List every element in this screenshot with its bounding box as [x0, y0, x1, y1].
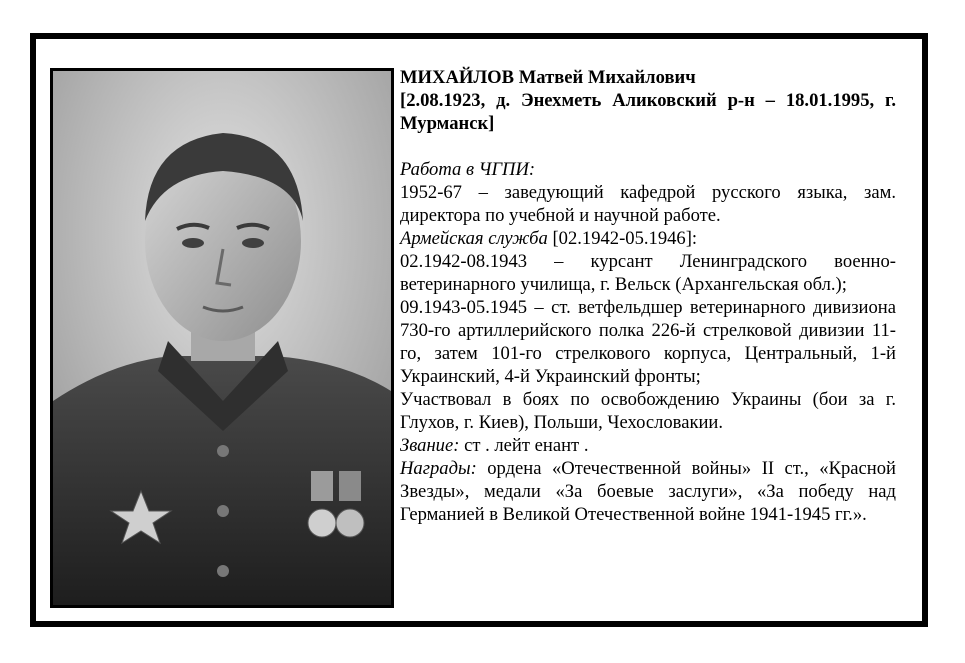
portrait-photo	[50, 68, 394, 608]
army-entry: Участвовал в боях по освобождению Украины (бои за г. Глухов, г. Киев), Польши, Чехословакии.	[400, 389, 896, 433]
army-period: [02.1942-05.1946]:	[547, 228, 698, 249]
awards-line	[400, 457, 896, 526]
army-entry: 09.1943-05.1945 – ст. ветфельдшер ветеринарного дивизиона 730-го артиллерийского полка 226-й стрелковой дивизии 11-го, затем 101-го стрелкового корпуса, Центральный, 1-й Украинский, 4-й Украинский фронты;	[400, 297, 896, 387]
rank-label: Звание:	[400, 435, 460, 456]
awards-label: Награды:	[400, 458, 477, 479]
person-name: МИХАЙЛОВ Матвей Михайлович	[400, 67, 696, 88]
portrait-image	[53, 71, 391, 605]
rank-line	[400, 434, 896, 457]
spacer	[400, 135, 896, 158]
rank-value: ст . лейт енант .	[459, 435, 589, 456]
work-label: Работа в ЧГПИ:	[400, 159, 536, 180]
work-text: 1952-67 – заведующий кафедрой русского языка, зам. директора по учебной и научной работе.	[400, 182, 896, 226]
biography-text	[400, 66, 896, 526]
army-label: Армейская служба	[400, 228, 548, 249]
life-dates: [2.08.1923, д. Энехметь Аликовский р-н – 18.01.1995, г. Мурманск]	[400, 90, 896, 134]
army-heading	[400, 227, 896, 250]
army-entry: 02.1942-08.1943 – курсант Ленинградского военно-ветеринарного училища, г. Вельск (Архангельская обл.);	[400, 251, 896, 295]
awards-value: ордена «Отечественной войны» II ст., «Красной Звезды», медали «За боевые заслуги», «За победу над Германией в Великой Отечественной войне 1941-1945 гг.».	[400, 458, 896, 525]
